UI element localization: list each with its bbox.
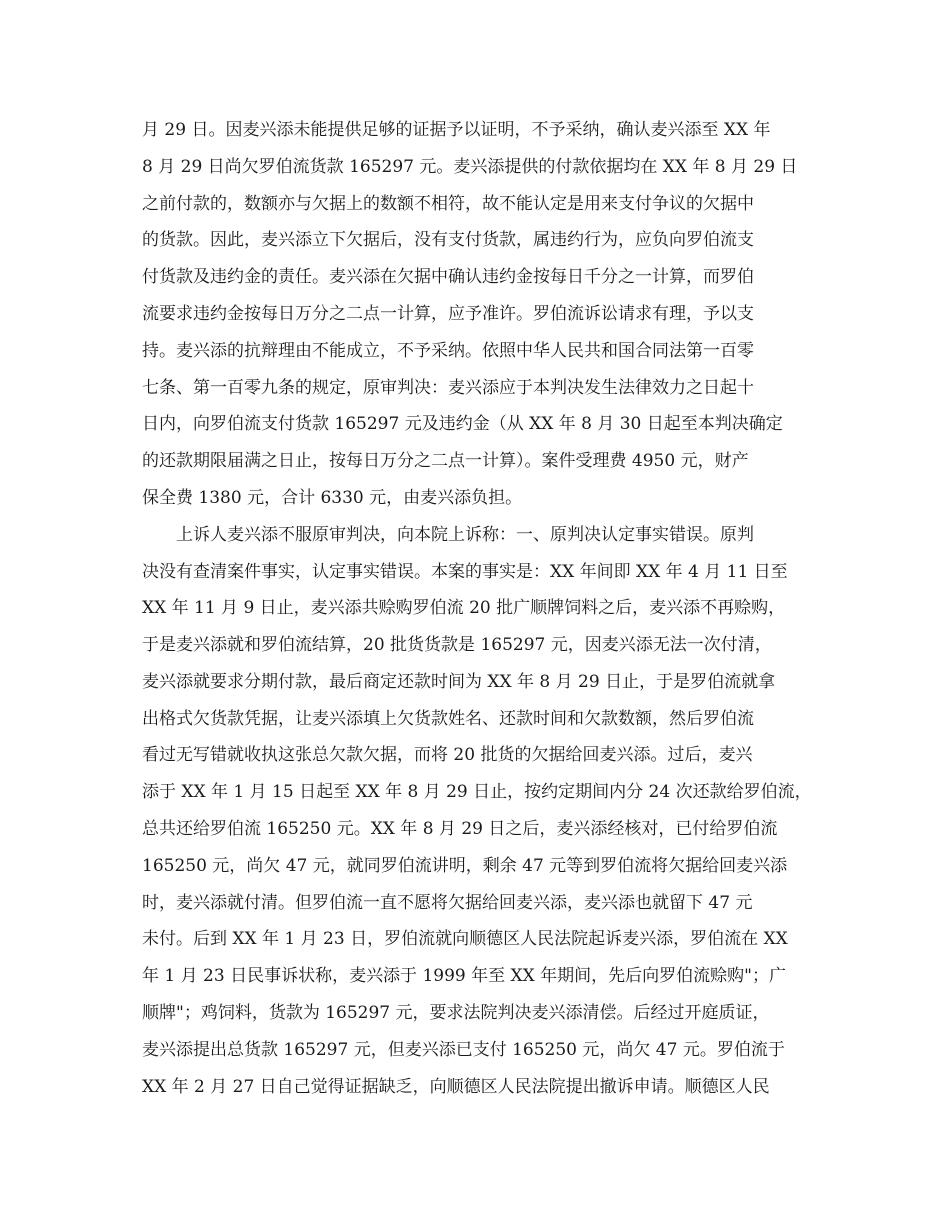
text-line: 流要求违约金按每日万分之二点一计算，应予准许。罗伯流诉讼请求有理，予以支 [142,304,754,324]
text-line: 麦兴添提出总货款 165297 元，但麦兴添已支付 165250 元，尚欠 47 元。罗伯流于 [142,1040,785,1060]
paragraph-start-line: 上诉人麦兴添不服原审判决，向本院上诉称：一、原判决认定事实错误。原判 [176,525,754,545]
text-line: 日内，向罗伯流支付货款 165297 元及违约金（从 XX 年 8 月 30 日起至本判决确定 [142,414,783,434]
text-line: XX 年 11 月 9 日止，麦兴添共赊购罗伯流 20 批广顺牌饲料之后，麦兴添不再赊购， [142,598,786,618]
text-line: XX 年 2 月 27 日自己觉得证据缺乏，向顺德区人民法院提出撤诉申请。顺德区人民 [142,1077,770,1097]
text-line: 年 1 月 23 日民事诉状称，麦兴添于 1999 年至 XX 年期间，先后向罗伯流赊购"；广 [142,966,786,986]
text-line: 麦兴添就要求分期付款，最后商定还款时间为 XX 年 8 月 29 日止，于是罗伯流就拿 [142,672,776,692]
text-line: 顺牌"；鸡饲料，货款为 165297 元，要求法院判决麦兴添清偿。后经过开庭质证， [142,1003,770,1023]
text-line: 添于 XX 年 1 月 15 日起至 XX 年 8 月 29 日止，按约定期间内分 24 次还款给罗伯流， [142,782,812,802]
text-line: 保全费 1380 元，合计 6330 元，由麦兴添负担。 [142,488,523,508]
text-line: 总共还给罗伯流 165250 元。XX 年 8 月 29 日之后，麦兴添经核对，已付给罗伯流 [142,819,778,839]
text-line: 8 月 29 日尚欠罗伯流货款 165297 元。麦兴添提供的付款依据均在 XX 年 8 月 29 日 [142,157,798,177]
text-line: 月 29 日。因麦兴添未能提供足够的证据予以证明，不予采纳，确认麦兴添至 XX 年 [142,120,771,140]
text-line: 看过无写错就收执这张总欠款欠据，而将 20 批货的欠据给回麦兴添。过后，麦兴 [142,745,753,765]
text-line: 之前付款的，数额亦与欠据上的数额不相符，故不能认定是用来支付争议的欠据中 [142,194,754,214]
text-line: 165250 元，尚欠 47 元，就同罗伯流讲明，剩余 47 元等到罗伯流将欠据给回麦兴添 [142,856,788,876]
text-line: 决没有查清案件事实，认定事实错误。本案的事实是：XX 年间即 XX 年 4 月 11 日至 [142,562,788,582]
text-line: 的还款期限届满之日止，按每日万分之二点一计算）。案件受理费 4950 元，财产 [142,451,749,471]
text-line: 的货款。因此，麦兴添立下欠据后，没有支付货款，属违约行为，应负向罗伯流支 [142,230,754,250]
text-line: 七条、第一百零九条的规定，原审判决：麦兴添应于本判决发生法律效力之日起十 [142,378,754,398]
text-line: 出格式欠货款凭据，让麦兴添填上欠货款姓名、还款时间和欠款数额，然后罗伯流 [142,709,754,729]
text-line: 付货款及违约金的责任。麦兴添在欠据中确认违约金按每日千分之一计算，而罗伯 [142,267,754,287]
text-line: 持。麦兴添的抗辩理由不能成立，不予采纳。依照中华人民共和国合同法第一百零 [142,341,754,361]
text-line: 时，麦兴添就付清。但罗伯流一直不愿将欠据给回麦兴添，麦兴添也就留下 47 元 [142,893,753,913]
text-line: 未付。后到 XX 年 1 月 23 日，罗伯流就向顺德区人民法院起诉麦兴添，罗伯流在 XX [142,929,788,949]
text-line: 于是麦兴添就和罗伯流结算，20 批货货款是 165297 元，因麦兴添无法一次付清， [142,635,772,655]
